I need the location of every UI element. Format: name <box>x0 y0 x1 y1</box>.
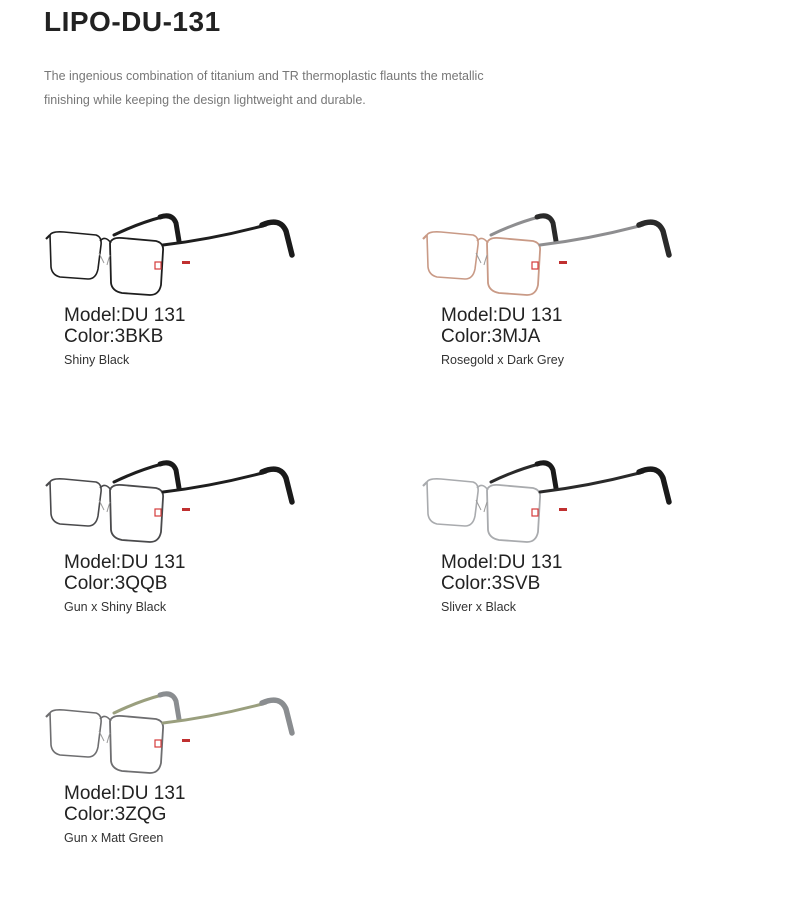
product-card[interactable] <box>44 205 344 367</box>
color-code-label: Color:3SVB <box>441 573 541 594</box>
eyeglasses-image <box>44 683 314 783</box>
far-temple <box>114 464 162 482</box>
far-temple-tip <box>160 216 179 241</box>
product-card[interactable] <box>421 205 721 367</box>
color-code-label: Color:3BKB <box>64 326 164 347</box>
left-lens-rim <box>50 710 101 757</box>
far-temple <box>114 695 162 713</box>
eyeglasses-image <box>44 205 314 305</box>
color-name-label: Gun x Shiny Black <box>64 600 167 614</box>
near-temple-tip <box>262 222 292 255</box>
far-temple <box>491 464 539 482</box>
far-temple-tip <box>160 694 179 719</box>
product-card[interactable] <box>44 683 344 845</box>
color-name-label: Sliver x Black <box>441 600 517 614</box>
color-name-label: Shiny Black <box>64 353 130 367</box>
temple-logo <box>559 261 567 264</box>
color-code-label: Color:3QQB <box>64 573 168 594</box>
model-label: Model:DU 131 <box>441 552 563 573</box>
far-temple-tip <box>537 216 556 241</box>
model-label: Model:DU 131 <box>64 552 186 573</box>
product-card[interactable] <box>44 452 344 614</box>
left-lens-rim <box>50 479 101 526</box>
temple-logo <box>182 261 190 264</box>
product-description <box>44 64 544 112</box>
left-lens-rim <box>427 232 478 279</box>
eyeglasses-image <box>421 452 691 552</box>
near-temple-tip <box>262 469 292 502</box>
model-label: Model:DU 131 <box>64 305 186 326</box>
far-temple <box>114 217 162 235</box>
product-card[interactable] <box>421 452 721 614</box>
model-label: Model:DU 131 <box>441 305 563 326</box>
left-lens-rim <box>50 232 101 279</box>
color-code-label: Color:3ZQG <box>64 804 167 825</box>
near-temple-tip <box>262 700 292 733</box>
near-temple-tip <box>639 222 669 255</box>
description-line-1: The ingenious combination of titanium and TR thermoplastic flaunts the metallic <box>44 69 484 83</box>
color-code-label: Color:3MJA <box>441 326 541 347</box>
eyeglasses-image <box>44 452 314 552</box>
far-temple-tip <box>537 463 556 488</box>
left-lens-rim <box>427 479 478 526</box>
color-name-label: Rosegold x Dark Grey <box>441 353 564 367</box>
far-temple-tip <box>160 463 179 488</box>
far-temple <box>491 217 539 235</box>
model-label: Model:DU 131 <box>64 783 186 804</box>
color-name-label: Gun x Matt Green <box>64 831 164 845</box>
temple-logo <box>559 508 567 511</box>
near-temple-tip <box>639 469 669 502</box>
temple-logo <box>182 739 190 742</box>
eyeglasses-image <box>421 205 691 305</box>
page-title: LIPO-DU-131 <box>44 6 221 37</box>
description-line-2: finishing while keeping the design lightweight and durable. <box>44 93 366 107</box>
temple-logo <box>182 508 190 511</box>
